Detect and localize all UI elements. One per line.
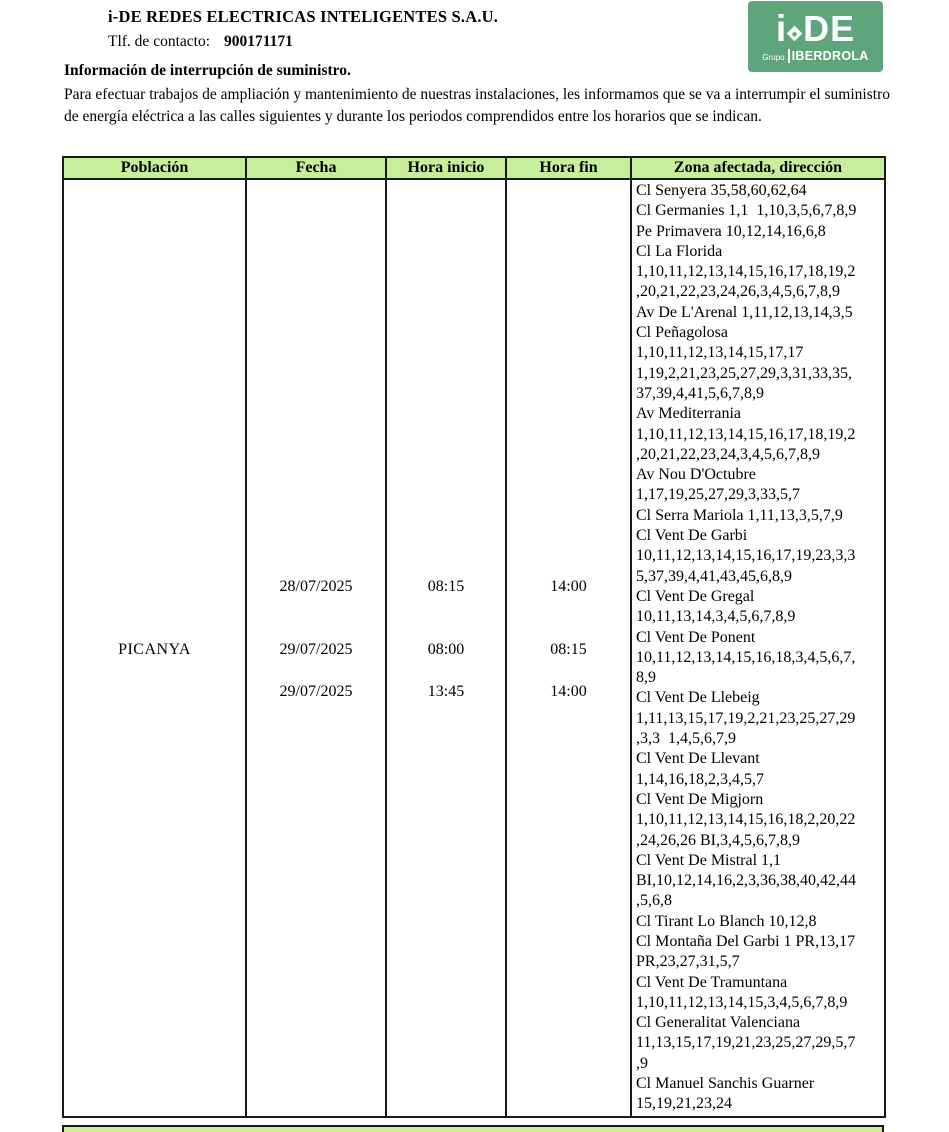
- zona-line: Cl Vent De Tramuntana: [636, 973, 788, 991]
- schedule-time-start: 08:15: [427, 578, 465, 595]
- zona-line: 10,11,12,13,14,15,16,18,3,4,5,6,7,: [636, 648, 856, 666]
- zona-line: Cl Generalitat Valenciana: [636, 1014, 801, 1032]
- logo-letter-i: i: [775, 8, 787, 49]
- zona-line: 1,17,19,25,27,29,3,33,5,7: [636, 486, 800, 504]
- fecha-cell: [246, 179, 386, 1117]
- plug-diamond-icon: [787, 26, 803, 42]
- zona-line: 1,10,11,12,13,14,15,17,17: [636, 344, 804, 362]
- table-row: [63, 179, 885, 1117]
- schedule-time-start: 08:00: [427, 641, 465, 658]
- zona-line: PR,23,27,31,5,7: [636, 953, 740, 971]
- logo-grupo-text: Grupo: [762, 53, 785, 62]
- zona-line: Cl Tirant Lo Blanch 10,12,8: [636, 912, 817, 930]
- zona-line: Cl Senyera 35,58,60,62,64: [636, 182, 807, 199]
- column-header-3: Hora fin: [506, 157, 631, 179]
- zona-line: 1,10,11,12,13,14,15,3,4,5,6,7,8,9: [636, 993, 848, 1011]
- table-header-row: [63, 157, 885, 179]
- contact-label: Tlf. de contacto:: [108, 33, 210, 50]
- zona-line: Cl Vent De Llebeig: [636, 689, 760, 707]
- schedule-date: 28/07/2025: [279, 578, 353, 595]
- zona-line: Cl Montaña Del Garbi 1 PR,13,17: [636, 932, 856, 950]
- zona-line: Cl Vent De Llevant: [636, 750, 760, 768]
- zona-line: Cl Vent De Gregal: [636, 587, 755, 605]
- column-header-1: Fecha: [246, 157, 386, 179]
- interruption-table: [62, 156, 886, 1118]
- zona-line: Cl La Florida: [636, 242, 723, 260]
- zona-line: Cl Serra Mariola 1,11,13,3,5,7,9: [636, 506, 843, 524]
- schedule-time-end: 14:00: [550, 578, 587, 595]
- zona-line: Cl Vent De Mistral 1,1: [636, 851, 782, 869]
- zona-line: 1,10,11,12,13,14,15,16,17,18,19,2: [636, 263, 856, 281]
- zona-line: 15,19,21,23,24: [636, 1095, 732, 1113]
- zona-cell: [631, 179, 885, 1117]
- schedule-time-end: 08:15: [550, 641, 587, 658]
- ide-logo-wordmark: [775, 7, 856, 49]
- zona-line: Av Nou D'Octubre: [636, 466, 756, 484]
- column-header-0: Población: [63, 157, 246, 179]
- next-table-header-strip: [62, 1125, 884, 1132]
- zona-line: Cl Germanies 1,1 1,10,3,5,6,7,8,9: [636, 202, 857, 220]
- contact-line: [108, 33, 293, 51]
- zona-line: 11,13,15,17,19,21,23,25,27,29,5,7: [636, 1034, 856, 1052]
- zona-line: BI,10,12,14,16,2,3,36,38,40,42,44: [636, 872, 856, 890]
- zona-line: 37,39,4,41,5,6,7,8,9: [636, 384, 764, 402]
- zona-line: 1,10,11,12,13,14,15,16,18,2,20,22: [636, 811, 856, 829]
- zona-line: Cl Vent De Migjorn: [636, 790, 764, 808]
- ide-logo: [748, 1, 883, 72]
- zona-line: Av De L'Arenal 1,11,12,13,14,3,5: [636, 303, 853, 321]
- zona-line: 1,11,13,15,17,19,2,21,23,25,27,29: [636, 709, 856, 727]
- schedule-time-end: 14:00: [550, 683, 587, 700]
- zona-line: Cl Peñagolosa: [636, 324, 728, 342]
- section-title: Información de interrupción de suministro.: [64, 62, 351, 79]
- zona-line: Pe Primavera 10,12,14,16,6,8: [636, 222, 826, 240]
- zona-line: ,20,21,22,23,24,3,4,5,6,7,8,9: [636, 445, 820, 463]
- zona-line: ,20,21,22,23,24,26,3,4,5,6,7,8,9: [636, 283, 840, 301]
- zona-line: 10,11,12,13,14,15,16,17,19,23,3,3: [636, 547, 856, 565]
- hora-inicio-cell: [386, 179, 506, 1117]
- zona-line: ,24,26,26 BI,3,4,5,6,7,8,9: [636, 831, 800, 849]
- zona-line: 1,19,2,21,23,25,27,29,3,31,33,35,: [636, 364, 852, 382]
- zona-line: 10,11,13,14,3,4,5,6,7,8,9: [636, 608, 796, 626]
- zona-line: ,9: [636, 1054, 648, 1072]
- zona-line: 1,10,11,12,13,14,15,16,17,18,19,2: [636, 425, 856, 443]
- plug-diamond-inner: [792, 31, 798, 37]
- zona-line: 5,37,39,4,41,43,45,6,8,9: [636, 567, 792, 585]
- grupo-iberdrola-tagline: [762, 49, 868, 63]
- zona-line: Av Mediterrania: [636, 405, 741, 423]
- schedule-date: 29/07/2025: [279, 683, 353, 700]
- schedule-time-start: 13:45: [427, 683, 465, 700]
- zona-line: ,3,3 1,4,5,6,7,9: [636, 730, 736, 748]
- poblacion-cell: [63, 179, 246, 1117]
- company-name: i-DE REDES ELECTRICAS INTELIGENTES S.A.U.: [108, 7, 499, 26]
- intro-paragraph: Para efectuar trabajos de ampliación y mantenimiento de nuestras instalaciones, les informamos que se va a interrumpir el suministro de energía eléctrica a las calles siguientes y durante los periodos comprendidos entre los horarios que se indican.: [64, 86, 890, 125]
- zona-line: Cl Vent De Garbi: [636, 527, 748, 545]
- column-header-2: Hora inicio: [386, 157, 506, 179]
- logo-letters-de: DE: [803, 7, 856, 49]
- hora-fin-cell: [506, 179, 631, 1117]
- zona-line: 8,9: [636, 669, 656, 687]
- column-header-4: Zona afectada, dirección: [631, 157, 885, 179]
- poblacion-value: PICANYA: [118, 641, 191, 658]
- contact-phone: 900171171: [224, 33, 293, 50]
- logo-iberdrola-text: IBERDROLA: [788, 49, 869, 63]
- zona-line: 1,14,16,18,2,3,4,5,7: [636, 770, 764, 788]
- schedule-date: 29/07/2025: [279, 641, 353, 658]
- zona-line: ,5,6,8: [636, 892, 672, 910]
- zona-line: Cl Manuel Sanchis Guarner: [636, 1075, 815, 1093]
- zona-line: Cl Vent De Ponent: [636, 628, 756, 646]
